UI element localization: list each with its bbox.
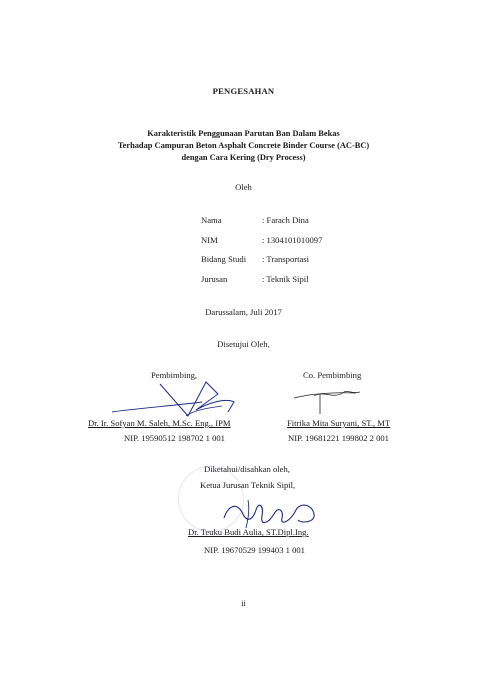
co-advisor-nip: NIP. 19681221 199802 2 001: [288, 433, 389, 443]
field-label-name: Nama: [201, 215, 222, 225]
department-head-name: Dr. Teuku Budi Aulia, ST.Dipl.Ing.: [188, 527, 309, 537]
field-value-department: : Teknik Sipil: [262, 274, 309, 284]
acknowledged-by: Diketahui/disahkan oleh,: [204, 464, 290, 474]
department-head-nip: NIP. 19670529 199403 1 001: [204, 545, 305, 555]
advisor-signature: [110, 372, 250, 422]
title-line-2: Terhadap Campuran Beton Asphalt Concrete Binder Course (AC-BC): [117, 141, 370, 150]
page-number: ii: [241, 598, 246, 608]
title-line-3: dengan Cara Kering (Dry Process): [181, 153, 306, 162]
by-label: Oleh: [235, 182, 252, 192]
field-label-nim: NIM: [201, 235, 218, 245]
co-advisor-role: Co. Pembimbing: [303, 370, 362, 380]
co-advisor-signature: [290, 384, 380, 416]
title-line-1: Karakteristik Penggunaan Parutan Ban Dalam Bekas: [147, 129, 340, 138]
approved-by: Disetujui Oleh,: [217, 339, 270, 349]
field-label-department: Jurusan: [201, 274, 228, 284]
page-heading: PENGESAHAN: [212, 86, 275, 96]
field-label-study: Bidang Studi: [201, 254, 247, 264]
advisor-role: Pembimbing,: [151, 370, 198, 380]
advisor-name: Dr. Ir. Sofyan M. Saleh, M.Sc. Eng., IPM: [88, 418, 231, 428]
field-value-name: : Farach Dina: [262, 215, 309, 225]
department-head-signature: [218, 492, 328, 532]
advisor-nip: NIP. 19590512 198702 1 001: [124, 433, 225, 443]
field-value-nim: : 1304101010097: [262, 235, 323, 245]
field-value-study: : Transportasi: [262, 254, 310, 264]
place-date: Darussalam, Juli 2017: [205, 307, 282, 317]
department-head-role: Ketua Jurusan Teknik Sipil,: [200, 480, 296, 490]
co-advisor-name: Fitrika Mita Suryani, ST., MT: [287, 418, 391, 428]
